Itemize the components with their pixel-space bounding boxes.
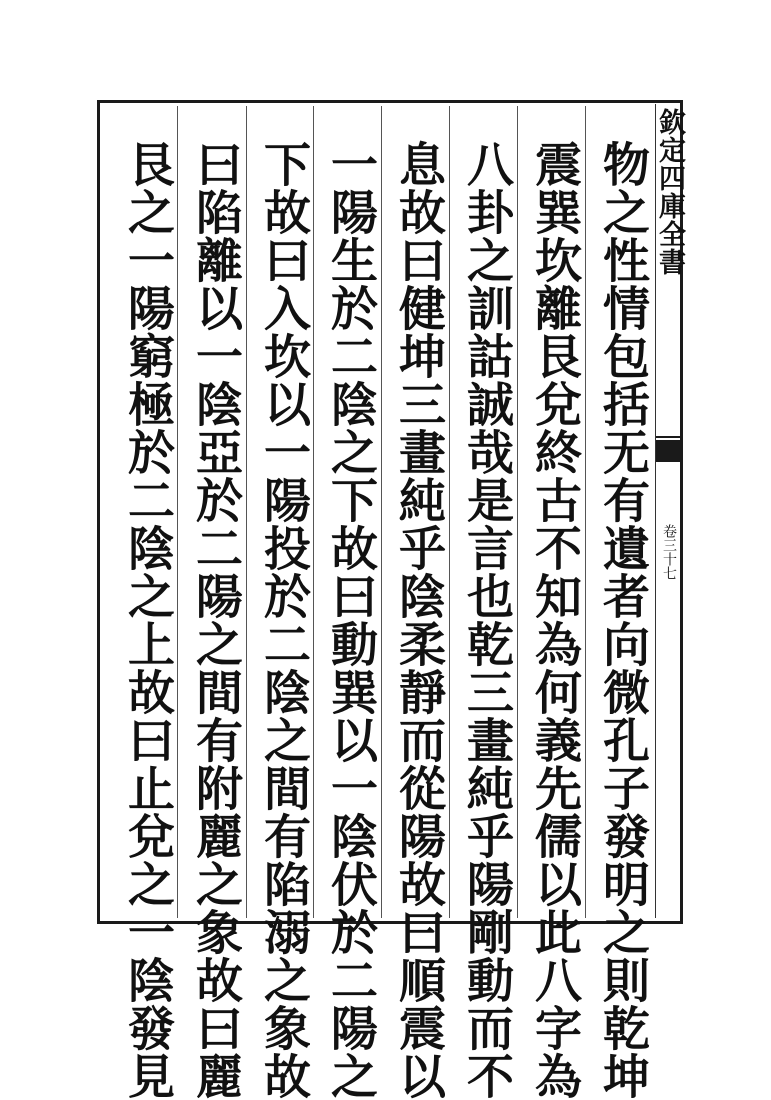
column-rule [177, 106, 178, 918]
volume-label: 卷三十七 [661, 524, 677, 580]
text-column-6: 下故曰入坎以一陽投於二陰之間有陷溺之象故 [256, 140, 311, 1100]
text-column-4: 息故曰健坤三畫純乎陰柔靜而從陽故曰順震以 [391, 140, 446, 1100]
column-rule [517, 106, 518, 918]
text-column-5: 一陽生於二陰之下故曰動巽以一陰伏於二陽之 [323, 140, 378, 1100]
text-column-1: 物之性情包括无有遺者向微孔子發明之則乾坤 [595, 140, 650, 1100]
column-rule [381, 106, 382, 918]
fish-tail-line [656, 436, 682, 438]
fish-tail-mark [656, 440, 682, 462]
book-title: 欽定四庫全書 [654, 108, 685, 276]
text-column-2: 震巽坎離艮兌終古不知為何義先儒以此八字為 [527, 140, 582, 1100]
column-rule [449, 106, 450, 918]
column-rule [313, 106, 314, 918]
margin-strip [654, 104, 685, 918]
text-column-8: 艮之一陽窮極於二陰之上故曰止兌之一陰發見 [120, 140, 175, 1100]
column-rule [246, 106, 247, 918]
text-column-3: 八卦之訓詁誠哉是言也乾三畫純乎陽剛動而不 [459, 140, 514, 1100]
column-rule [585, 106, 586, 918]
text-column-7: 曰陷離以一陰亞於二陽之間有附麗之象故曰麗 [188, 140, 243, 1100]
